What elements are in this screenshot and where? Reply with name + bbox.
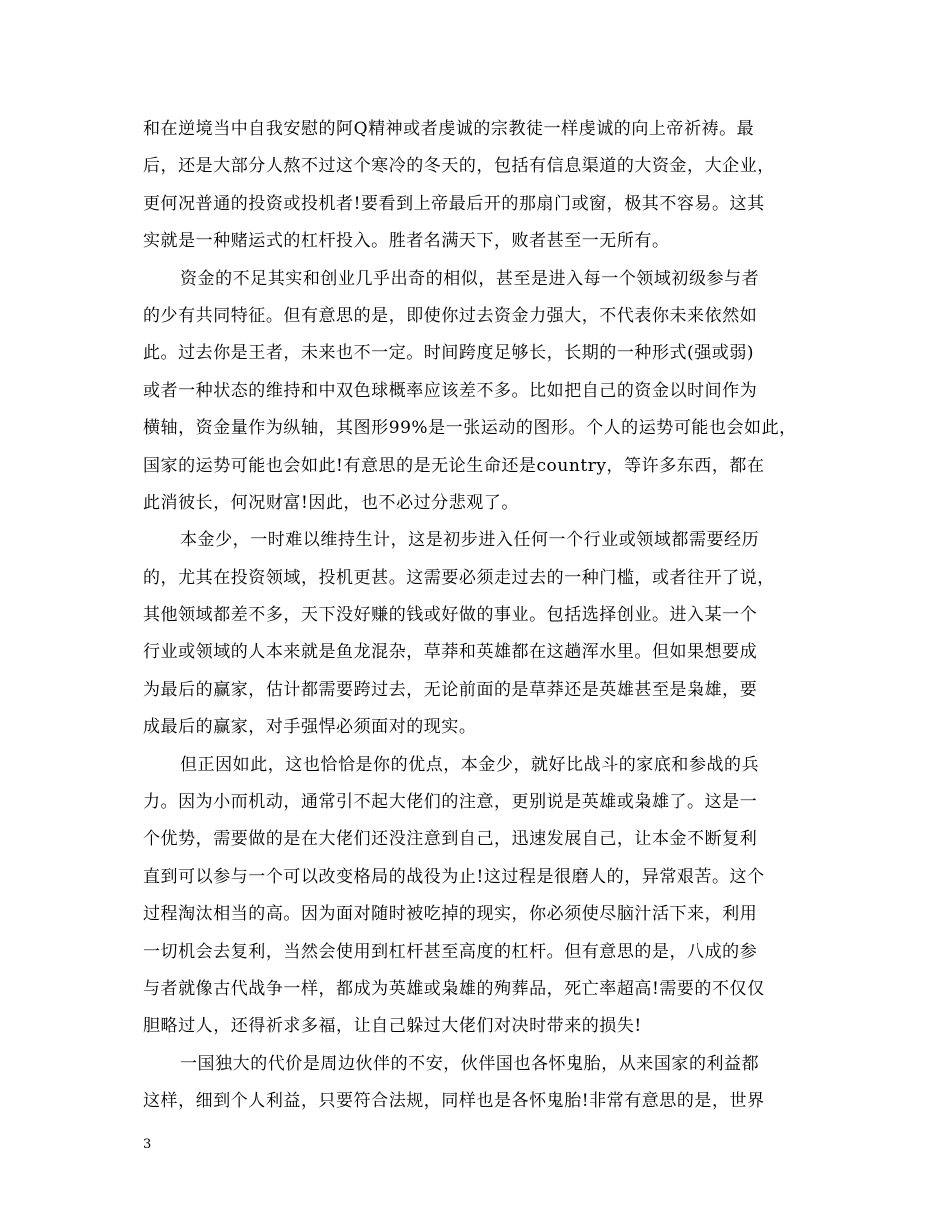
text-line: 过程淘汰相当的高。因为面对随时被吃掉的现实，你必须使尽脑汁活下来，利用 <box>143 904 758 925</box>
text-line: 胆略过人，还得祈求多福，让自己躲过大佬们对决时带来的损失! <box>143 1016 642 1037</box>
text-line: 实就是一种赌运式的杠杆投入。胜者名满天下，败者甚至一无所有。 <box>143 231 670 252</box>
text-line: 力。因为小而机动，通常引不起大佬们的注意，更别说是英雄或枭雄了。这是一 <box>143 792 758 813</box>
text-line: 或者一种状态的维持和中双色球概率应该差不多。比如把自己的资金以时间作为 <box>143 380 758 401</box>
body-text <box>143 111 809 1121</box>
text-line: 的少有共同特征。但有意思的是，即使你过去资金力强大，不代表你未来依然如 <box>143 305 758 326</box>
page-number: 3 <box>143 1137 152 1152</box>
text-line: 一切机会去复利，当然会使用到杠杆甚至高度的杠杆。但有意思的是，八成的参 <box>143 941 758 962</box>
text-line: 后，还是大部分人熬不过这个寒冷的冬天的，包括有信息渠道的大资金，大企业， <box>143 156 775 177</box>
text-line: 更何况普通的投资或投机者!要看到上帝最后开的那扇门或窗，极其不容易。这其 <box>143 193 765 214</box>
text-line: 横轴，资金量作为纵轴，其图形99%是一张运动的图形。个人的运势可能也会如此， <box>143 418 797 439</box>
text-line: 此。过去你是王者，未来也不一定。时间跨度足够长，长期的一种形式(强或弱) <box>143 343 755 364</box>
text-line: 个优势，需要做的是在大佬们还没注意到自己，迅速发展自己，让本金不断复利 <box>143 829 758 850</box>
text-line: 为最后的赢家，估计都需要跨过去，无论前面的是草莽还是英雄甚至是枭雄，要 <box>143 679 758 700</box>
text-line: 本金少，一时难以维持生计，这是初步进入任何一个行业或领域都需要经历 <box>180 530 760 551</box>
text-line: 此消彼长，何况财富!因此，也不必过分悲观了。 <box>143 492 519 513</box>
text-line: 但正因如此，这也恰恰是你的优点，本金少，就好比战斗的家底和参战的兵 <box>180 754 760 775</box>
text-line: 国家的运势可能也会如此!有意思的是无论生命还是country，等许多东西，都在 <box>143 455 765 476</box>
text-line: 直到可以参与一个可以改变格局的战役为止!这过程是很磨人的，异常艰苦。这个 <box>143 866 765 887</box>
text-line: 一国独大的代价是周边伙伴的不安，伙伴国也各怀鬼胎，从来国家的利益都 <box>180 1053 760 1074</box>
text-line: 成最后的赢家，对手强悍必须面对的现实。 <box>143 717 477 738</box>
text-line: 资金的不足其实和创业几乎出奇的相似，甚至是进入每一个领域初级参与者 <box>180 268 760 289</box>
text-line: 行业或领域的人本来就是鱼龙混杂，草莽和英雄都在这趟浑水里。但如果想要成 <box>143 642 758 663</box>
text-line: 的，尤其在投资领域，投机更甚。这需要必须走过去的一种门槛，或者往开了说， <box>143 567 775 588</box>
text-line: 和在逆境当中自我安慰的阿Q精神或者虔诚的宗教徒一样虔诚的向上帝祈祷。最 <box>143 119 755 139</box>
text-line: 与者就像古代战争一样，都成为英雄或枭雄的殉葬品，死亡率超高!需要的不仅仅 <box>143 978 765 999</box>
text-line: 其他领域都差不多，天下没好赚的钱或好做的事业。包括选择创业。进入某一个 <box>143 605 758 626</box>
text-line: 这样，细到个人利益，只要符合法规，同样也是各怀鬼胎!非常有意思的是，世界 <box>143 1091 765 1112</box>
